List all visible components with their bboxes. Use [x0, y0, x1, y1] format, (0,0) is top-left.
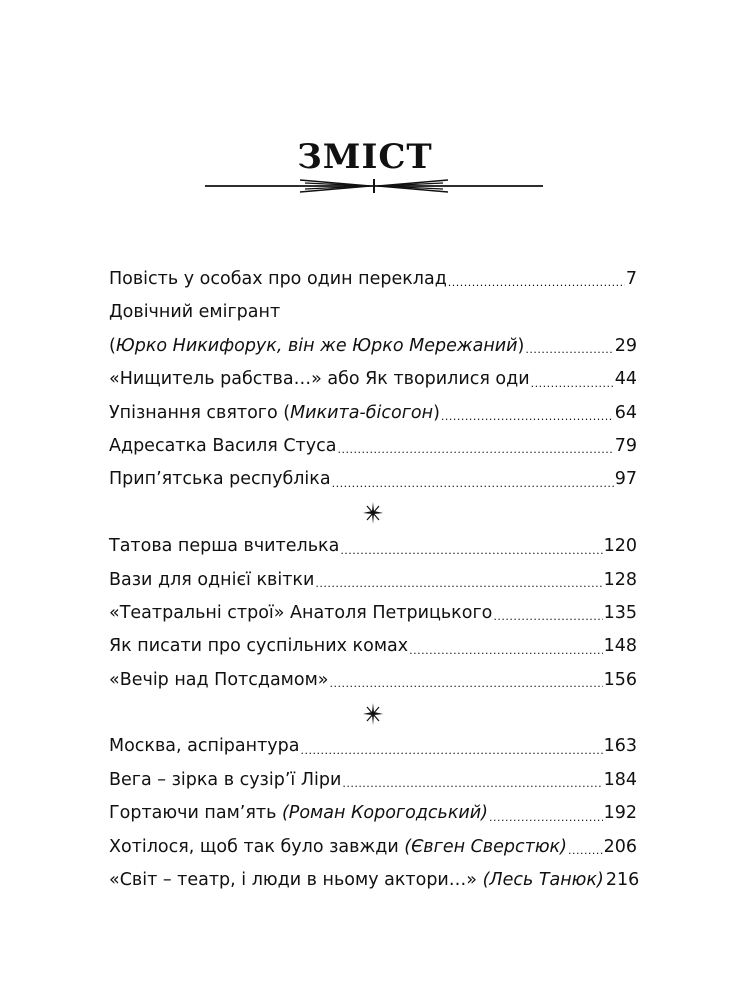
dot-leader — [315, 564, 602, 597]
toc-entry-title-text: «Світ – театр, і люди в ньому актори…» — [109, 870, 483, 891]
toc-entry[interactable] — [109, 597, 637, 630]
dot-leader — [493, 597, 602, 630]
toc-entry-subtitle-italic: Микита-бісогон — [290, 402, 434, 423]
toc-entry[interactable] — [109, 764, 637, 797]
toc-entry-title-text: Упізнання святого ( — [109, 402, 291, 423]
dot-leader — [568, 831, 603, 864]
toc-entry-title-text: «Нищитель рабства…» або Як творилися оди — [109, 369, 530, 390]
toc-entry-page-number: 156 — [603, 669, 637, 690]
toc-entry[interactable] — [109, 564, 637, 597]
toc-entry-page-number: 184 — [603, 769, 637, 790]
toc-entry-title — [109, 430, 336, 463]
toc-entry[interactable] — [109, 430, 637, 463]
toc-entry[interactable] — [109, 630, 637, 663]
toc-entry-title-text: «Вечір над Потсдамом» — [109, 669, 329, 690]
toc-entry-page-number: 7 — [625, 269, 637, 289]
toc-entry[interactable] — [109, 363, 637, 396]
dot-leader — [342, 764, 602, 797]
toc-entry-title-text: Гортаючи пам’ять — [109, 803, 282, 824]
dot-leader — [332, 463, 614, 496]
toc-entry-title — [109, 730, 299, 763]
toc-entry[interactable] — [109, 797, 637, 830]
dot-leader — [409, 630, 602, 663]
toc-entry-title-text: ) — [517, 335, 525, 356]
toc-entry-page-number: 120 — [603, 536, 637, 557]
toc-entry-title-text: Вега – зірка в сузір’ї Ліри — [109, 769, 342, 790]
toc-entry-title — [109, 397, 440, 430]
toc-entry-page-number: 216 — [605, 870, 640, 891]
toc-entry-title — [109, 530, 339, 563]
toc-entry[interactable] — [109, 831, 637, 864]
toc-entry-page-number: 163 — [603, 736, 637, 757]
toc-entry-title — [109, 597, 492, 630]
toc-entry[interactable] — [109, 263, 637, 296]
section-separator-star-icon — [109, 497, 637, 530]
toc-entry-first-line — [109, 296, 637, 329]
dot-leader — [525, 330, 613, 363]
toc-entry-page-number: 148 — [603, 636, 637, 657]
toc-entry-subtitle-italic: Юрко Никифорук, він же Юрко Мережаний — [115, 335, 518, 356]
toc-entry-title-text: Вази для однієї квітки — [109, 569, 315, 590]
toc-entry-title — [109, 263, 447, 296]
toc-entry-title-text: ) — [433, 402, 440, 423]
dot-leader — [330, 664, 603, 697]
dot-leader — [448, 263, 625, 296]
toc-entry-page-number: 206 — [603, 836, 637, 857]
table-of-contents — [109, 263, 640, 897]
toc-entry-subtitle-italic: (Лесь Танюк) — [482, 870, 604, 891]
toc-entry-page-number: 44 — [614, 369, 637, 390]
toc-entry[interactable] — [109, 463, 637, 496]
dot-leader — [337, 430, 613, 463]
toc-entry-title-text: Хотілося, щоб так було завжди — [109, 836, 405, 857]
dot-leader — [441, 397, 614, 430]
section-separator-star-icon — [109, 697, 637, 730]
toc-entry-page-number: 64 — [614, 402, 637, 423]
toc-entry-title-line1: Довічний емігрант — [109, 302, 281, 323]
toc-entry[interactable] — [109, 730, 637, 763]
toc-entry-subtitle-italic: (Євген Сверстюк) — [404, 836, 567, 857]
dot-leader — [340, 530, 602, 563]
toc-entry[interactable] — [109, 397, 637, 430]
page-title: ЗМІСТ — [297, 137, 433, 177]
toc-entry-page-number: 128 — [603, 569, 637, 590]
toc-entry[interactable] — [109, 530, 637, 563]
toc-entry-page-number: 135 — [603, 602, 637, 623]
toc-entry-subtitle-italic: (Роман Корогодський) — [281, 803, 488, 824]
toc-entry[interactable] — [109, 664, 637, 697]
toc-entry-title-text: ( — [109, 335, 116, 356]
toc-entry-page-number: 192 — [603, 803, 637, 824]
toc-entry-page-number: 29 — [614, 335, 637, 356]
toc-entry-title — [109, 463, 331, 496]
toc-entry-title — [109, 363, 530, 396]
toc-entry-title-text: «Театральні строї» Анатоля Петрицького — [109, 602, 493, 623]
toc-entry-title-text: Адресатка Василя Стуса — [109, 435, 337, 456]
dot-leader — [300, 730, 602, 763]
toc-entry-title — [109, 764, 341, 797]
toc-entry-title — [109, 664, 329, 697]
toc-entry-title — [109, 797, 488, 830]
toc-entry-title-text: Москва, аспірантура — [109, 736, 300, 757]
toc-entry-title — [109, 630, 408, 663]
toc-entry-page-number: 79 — [614, 435, 637, 456]
toc-entry-title-text: Татова перша вчителька — [109, 536, 340, 557]
dot-leader — [531, 363, 614, 396]
toc-entry-page-number: 97 — [614, 469, 637, 490]
toc-entry-title — [109, 864, 604, 897]
toc-entry[interactable] — [109, 330, 637, 363]
toc-entry-title — [109, 564, 314, 597]
toc-entry[interactable] — [109, 864, 640, 897]
toc-entry-title-text: Повість у особах про один переклад — [109, 269, 447, 289]
ornament-divider-icon — [205, 176, 543, 196]
dot-leader — [489, 797, 603, 830]
toc-entry-title-text: Як писати про суспільних комах — [109, 636, 409, 657]
toc-entry-title — [109, 330, 524, 363]
toc-entry-title-text: Прип’ятська республіка — [109, 469, 331, 490]
toc-entry-title — [109, 831, 567, 864]
